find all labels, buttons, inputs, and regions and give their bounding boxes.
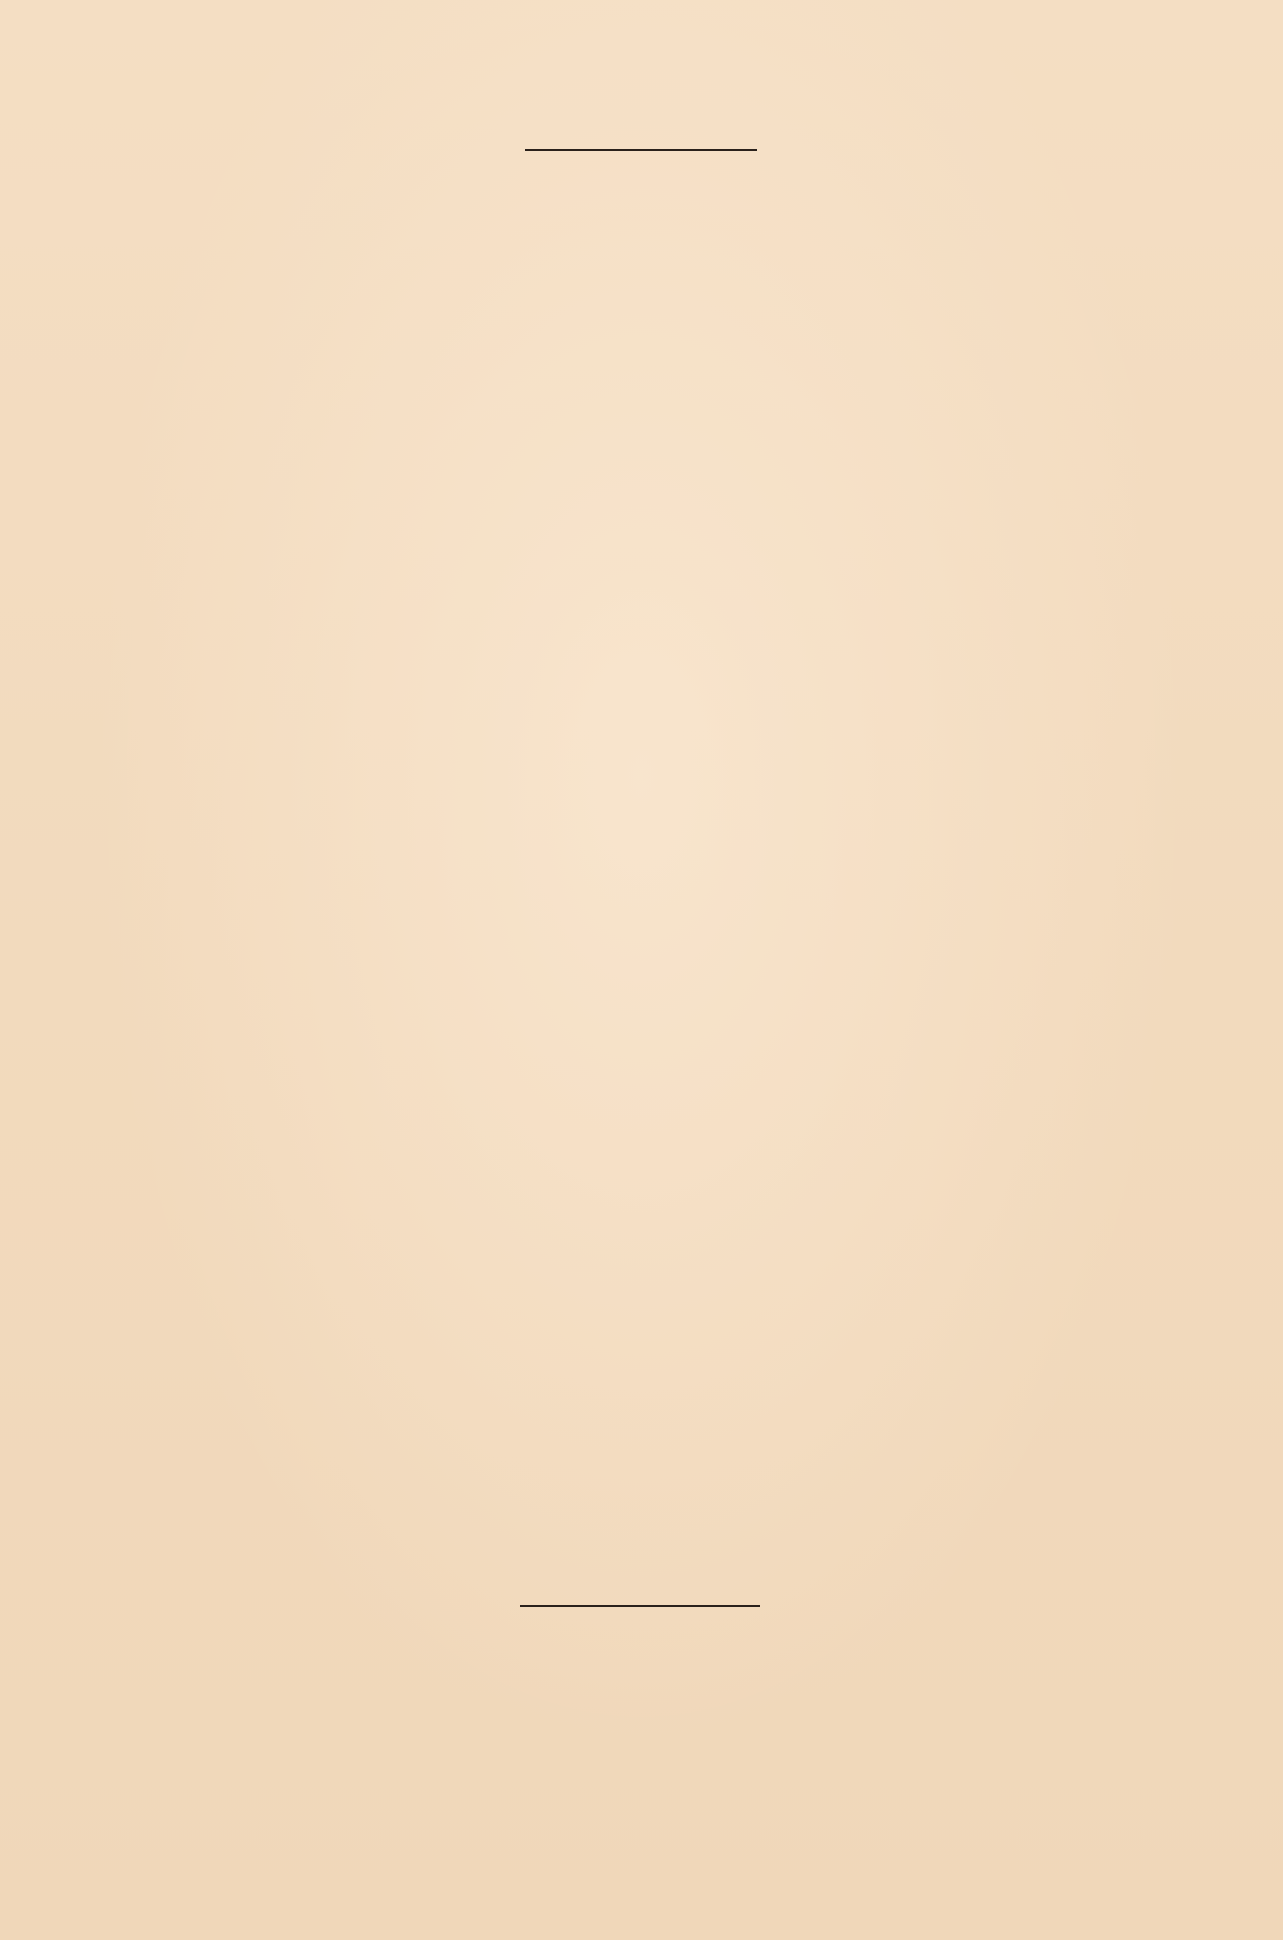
footer-rule [520,1605,760,1607]
header-rule [525,149,757,151]
